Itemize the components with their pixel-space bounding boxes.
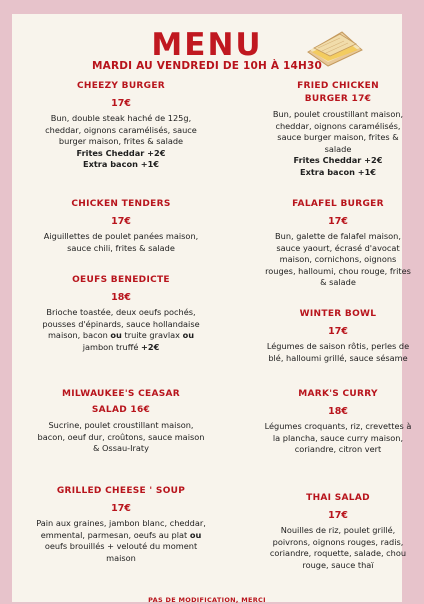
item-name: WINTER BOWL [299,309,377,319]
item-name: OEUFS BENEDICTE [72,275,170,285]
item-or-label: ou [182,330,195,341]
item-or-label: ou [189,529,202,540]
menu-item-grilled-cheese-soup [36,485,206,564]
item-price: 17€ [111,216,131,227]
item-or-label: ou [110,330,122,341]
item-alternative: jambon truffé [82,341,139,352]
item-extra: Extra bacon +1€ [83,159,159,170]
footer-note: PAS DE MODIFICATION, MERCI [148,596,266,604]
item-description [36,518,206,564]
item-description-main: Pain aux graines, jambon blanc, cheddar, emmental, parmesan, oeufs au plat [36,518,206,540]
item-name: GRILLED CHEESE ' SOUP [56,486,186,496]
item-name: MILWAUKEE'S CEASAR [62,389,180,399]
item-price: 18€ [328,406,348,417]
item-name: CHICKEN TENDERS [71,199,171,209]
menu-item-falafel-burger [264,198,412,289]
sandwich-icon [304,28,366,68]
item-price: 17€ [328,326,348,337]
item-price: 17€ [328,510,348,521]
menu-hours: MARDI AU VENDREDI DE 10H À 14H30 [91,60,323,72]
item-extra: Frites Cheddar +2€ [293,155,383,166]
item-description: Sucrine, poulet croustillant maison, bacon, oeuf dur, croûtons, sauce maison & Ossau-Iraty [37,420,205,454]
item-name-price: SALAD 16€ [91,405,151,415]
menu-item-chicken-tenders [36,198,206,254]
menu-item-fried-chicken-burger [264,80,412,179]
item-description: Légumes croquants, riz, crevettes à la plancha, sauce curry maison, coriandre, citron vert [264,421,412,455]
item-description: Aiguillettes de poulet panées maison, sauce chili, frites & salade [43,231,199,253]
menu-item-marks-curry [264,388,412,456]
item-description: Bun, poulet croustillant maison, cheddar, oignons caramélisés, sauce burger maison, frites & salade [272,109,404,154]
item-description-alt: oeufs brouillés + velouté du moment maison [44,541,198,563]
menu-item-winter-bowl [264,308,412,364]
item-description: Bun, galette de falafel maison, sauce yaourt, écrasé d'avocat maison, cornichons, oignons rouges, halloumi, chou rouge, frites & salade [265,231,411,288]
item-name: FRIED CHICKEN [297,81,379,91]
item-surcharge: +2€ [141,341,160,352]
item-description: Nouilles de riz, poulet grillé, poivrons, oignons rouges, radis, coriandre, roquette, salade, chou rouge, sauce thaï [269,525,407,570]
item-name: MARK'S CURRY [298,389,378,399]
item-price: 18€ [111,292,131,303]
menu-sheet [12,14,412,604]
item-name-price: BURGER 17€ [304,94,372,104]
item-description [36,307,206,353]
menu-title: MENU [151,27,263,63]
menu-item-cheezy-burger [36,80,206,171]
item-name: CHEEZY BURGER [76,81,166,91]
item-description: Légumes de saison rôtis, perles de blé, halloumi grillé, sauce sésame [266,341,410,363]
item-description-main: Brioche toastée, deux oeufs pochés, pousses d'épinards, sauce hollandaise maison, bacon [42,307,200,341]
item-alternative: truite gravlax [124,330,180,341]
item-price: 17€ [328,216,348,227]
menu-item-thai-salad [264,492,412,571]
item-extra: Frites Cheddar +2€ [76,147,166,158]
menu-item-oeufs-benedicte [36,274,206,353]
item-extra: Extra bacon +1€ [300,166,376,177]
item-description: Bun, double steak haché de 125g, cheddar, oignons caramélisés, sauce burger maison, frites & salade [45,113,197,147]
menu-item-ceasar-salad [36,388,206,455]
item-price: 17€ [111,503,131,514]
item-name: FALAFEL BURGER [292,199,384,209]
item-price: 17€ [111,98,131,109]
item-name: THAI SALAD [306,493,370,503]
